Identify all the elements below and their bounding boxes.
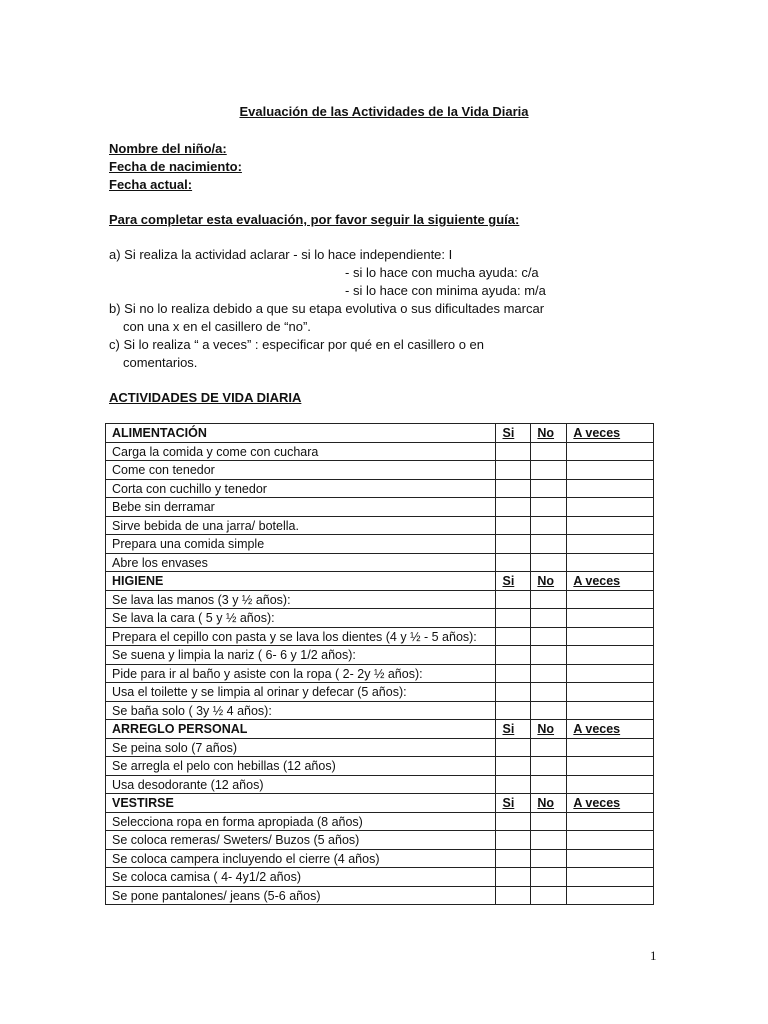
activity-label: Usa desodorante (12 años): [106, 775, 496, 794]
child-info: [109, 140, 259, 194]
answer-cell-a-veces[interactable]: [567, 683, 654, 702]
answer-cell-no[interactable]: [531, 868, 567, 887]
category-row-alimentacion: [106, 424, 654, 443]
column-header-no: No: [531, 424, 567, 443]
section-heading: ACTIVIDADES DE VIDA DIARIA: [109, 390, 302, 405]
answer-cell-no[interactable]: [531, 701, 567, 720]
document-title: Evaluación de las Actividades de la Vida Diaria: [239, 104, 529, 119]
answer-cell-si[interactable]: [496, 849, 531, 868]
answer-cell-si[interactable]: [496, 627, 531, 646]
activity-label: Corta con cuchillo y tenedor: [106, 479, 496, 498]
category-row-vestirse: [106, 794, 654, 813]
answer-cell-no[interactable]: [531, 664, 567, 683]
activity-label: Se coloca campera incluyendo el cierre (4 años): [106, 849, 496, 868]
answer-cell-a-veces[interactable]: [567, 646, 654, 665]
answer-cell-a-veces[interactable]: [567, 831, 654, 850]
answer-cell-no[interactable]: [531, 849, 567, 868]
column-header-si: Si: [496, 572, 531, 591]
answer-cell-si[interactable]: [496, 442, 531, 461]
instruction-a-line2: - si lo hace con mucha ayuda: c/a: [345, 265, 539, 280]
activity-row: [106, 701, 654, 720]
activity-row: [106, 442, 654, 461]
activity-label: Se pone pantalones/ jeans (5-6 años): [106, 886, 496, 905]
answer-cell-si[interactable]: [496, 868, 531, 887]
column-header-no: No: [531, 720, 567, 739]
activity-label: Selecciona ropa en forma apropiada (8 años): [106, 812, 496, 831]
answer-cell-no[interactable]: [531, 646, 567, 665]
answer-cell-si[interactable]: [496, 757, 531, 776]
answer-cell-a-veces[interactable]: [567, 757, 654, 776]
answer-cell-no[interactable]: [531, 461, 567, 480]
answer-cell-a-veces[interactable]: [567, 553, 654, 572]
answer-cell-a-veces[interactable]: [567, 535, 654, 554]
instructions: [109, 246, 629, 372]
activity-label: Bebe sin derramar: [106, 498, 496, 517]
activity-row: [106, 775, 654, 794]
answer-cell-si[interactable]: [496, 664, 531, 683]
answer-cell-si[interactable]: [496, 775, 531, 794]
column-header-si: Si: [496, 720, 531, 739]
activity-row: [106, 738, 654, 757]
answer-cell-si[interactable]: [496, 812, 531, 831]
guide-heading: Para completar esta evaluación, por favor seguir la siguiente guía:: [109, 212, 520, 227]
activity-label: Abre los envases: [106, 553, 496, 572]
activity-row: [106, 868, 654, 887]
activity-row: [106, 646, 654, 665]
activity-row: [106, 683, 654, 702]
instruction-a-line3: - si lo hace con minima ayuda: m/a: [345, 283, 546, 298]
answer-cell-si[interactable]: [496, 886, 531, 905]
activity-row: [106, 479, 654, 498]
answer-cell-a-veces[interactable]: [567, 738, 654, 757]
current-date-label: Fecha actual:: [109, 177, 193, 192]
activity-label: Usa el toilette y se limpia al orinar y defecar (5 años):: [106, 683, 496, 702]
activity-row: [106, 664, 654, 683]
answer-cell-a-veces[interactable]: [567, 812, 654, 831]
instruction-c-line2: comentarios.: [123, 355, 198, 370]
answer-cell-no[interactable]: [531, 812, 567, 831]
activity-label: Pide para ir al baño y asiste con la ropa ( 2- 2y ½ años):: [106, 664, 496, 683]
activity-label: Come con tenedor: [106, 461, 496, 480]
answer-cell-no[interactable]: [531, 590, 567, 609]
instruction-b-line2: con una x en el casillero de “no”.: [123, 319, 311, 334]
activity-label: Se peina solo (7 años): [106, 738, 496, 757]
answer-cell-si[interactable]: [496, 609, 531, 628]
answer-cell-no[interactable]: [531, 609, 567, 628]
activity-label: Se coloca camisa ( 4- 4y1/2 años): [106, 868, 496, 887]
answer-cell-no[interactable]: [531, 831, 567, 850]
answer-cell-no[interactable]: [531, 479, 567, 498]
category-title-alimentacion: ALIMENTACIÓN: [106, 424, 496, 443]
answer-cell-a-veces[interactable]: [567, 886, 654, 905]
answer-cell-no[interactable]: [531, 498, 567, 517]
activity-row: [106, 812, 654, 831]
column-header-no: No: [531, 794, 567, 813]
answer-cell-si[interactable]: [496, 831, 531, 850]
category-title-higiene: HIGIENE: [106, 572, 496, 591]
column-header-a-veces: A veces: [567, 720, 654, 739]
activity-label: Se coloca remeras/ Sweters/ Buzos (5 años): [106, 831, 496, 850]
activity-label: Se lava la cara ( 5 y ½ años):: [106, 609, 496, 628]
activity-label: Se baña solo ( 3y ½ 4 años):: [106, 701, 496, 720]
answer-cell-si[interactable]: [496, 498, 531, 517]
answer-cell-no[interactable]: [531, 683, 567, 702]
category-title-vestirse: VESTIRSE: [106, 794, 496, 813]
answer-cell-a-veces[interactable]: [567, 442, 654, 461]
answer-cell-si[interactable]: [496, 701, 531, 720]
answer-cell-a-veces[interactable]: [567, 701, 654, 720]
activity-row: [106, 498, 654, 517]
answer-cell-si[interactable]: [496, 479, 531, 498]
instruction-a-line1: a) Si realiza la actividad aclarar - si lo hace independiente: I: [109, 247, 453, 262]
answer-cell-si[interactable]: [496, 535, 531, 554]
category-title-arreglo: ARREGLO PERSONAL: [106, 720, 496, 739]
column-header-si: Si: [496, 424, 531, 443]
answer-cell-no[interactable]: [531, 627, 567, 646]
answer-cell-no[interactable]: [531, 516, 567, 535]
answer-cell-si[interactable]: [496, 738, 531, 757]
activity-row: [106, 849, 654, 868]
answer-cell-a-veces[interactable]: [567, 868, 654, 887]
activity-label: Carga la comida y come con cuchara: [106, 442, 496, 461]
answer-cell-a-veces[interactable]: [567, 627, 654, 646]
activity-row: [106, 609, 654, 628]
answer-cell-no[interactable]: [531, 553, 567, 572]
activity-row: [106, 627, 654, 646]
answer-cell-a-veces[interactable]: [567, 849, 654, 868]
column-header-si: Si: [496, 794, 531, 813]
page-number: 1: [650, 948, 657, 963]
column-header-a-veces: A veces: [567, 572, 654, 591]
answer-cell-a-veces[interactable]: [567, 664, 654, 683]
answer-cell-si[interactable]: [496, 553, 531, 572]
activity-label: Sirve bebida de una jarra/ botella.: [106, 516, 496, 535]
answer-cell-a-veces[interactable]: [567, 516, 654, 535]
activity-row: [106, 757, 654, 776]
answer-cell-a-veces[interactable]: [567, 590, 654, 609]
answer-cell-no[interactable]: [531, 886, 567, 905]
answer-cell-si[interactable]: [496, 683, 531, 702]
answer-cell-no[interactable]: [531, 442, 567, 461]
instruction-c-line1: c) Si lo realiza “ a veces” : especificar por qué en el casillero o en: [109, 337, 485, 352]
activity-row: [106, 831, 654, 850]
answer-cell-no[interactable]: [531, 775, 567, 794]
evaluation-table: [105, 423, 654, 905]
activity-row: [106, 886, 654, 905]
child-name-label: Nombre del niño/a:: [109, 141, 227, 156]
activity-label: Se arregla el pelo con hebillas (12 años): [106, 757, 496, 776]
activity-label: Se lava las manos (3 y ½ años):: [106, 590, 496, 609]
activity-row: [106, 590, 654, 609]
activity-row: [106, 461, 654, 480]
instruction-b-line1: b) Si no lo realiza debido a que su etapa evolutiva o sus dificultades marcar: [109, 301, 545, 316]
answer-cell-a-veces[interactable]: [567, 775, 654, 794]
answer-cell-si[interactable]: [496, 516, 531, 535]
column-header-a-veces: A veces: [567, 424, 654, 443]
activity-row: [106, 535, 654, 554]
activity-label: Se suena y limpia la nariz ( 6- 6 y 1/2 años):: [106, 646, 496, 665]
answer-cell-a-veces[interactable]: [567, 498, 654, 517]
birth-date-label: Fecha de nacimiento:: [109, 159, 242, 174]
answer-cell-a-veces[interactable]: [567, 461, 654, 480]
answer-cell-no[interactable]: [531, 738, 567, 757]
answer-cell-si[interactable]: [496, 646, 531, 665]
category-row-arreglo: [106, 720, 654, 739]
answer-cell-si[interactable]: [496, 461, 531, 480]
activity-row: [106, 516, 654, 535]
column-header-no: No: [531, 572, 567, 591]
answer-cell-no[interactable]: [531, 757, 567, 776]
answer-cell-no[interactable]: [531, 535, 567, 554]
activity-label: Prepara el cepillo con pasta y se lava los dientes (4 y ½ - 5 años):: [106, 627, 496, 646]
column-header-a-veces: A veces: [567, 794, 654, 813]
answer-cell-si[interactable]: [496, 590, 531, 609]
activity-label: Prepara una comida simple: [106, 535, 496, 554]
activity-row: [106, 553, 654, 572]
answer-cell-a-veces[interactable]: [567, 609, 654, 628]
category-row-higiene: [106, 572, 654, 591]
answer-cell-a-veces[interactable]: [567, 479, 654, 498]
